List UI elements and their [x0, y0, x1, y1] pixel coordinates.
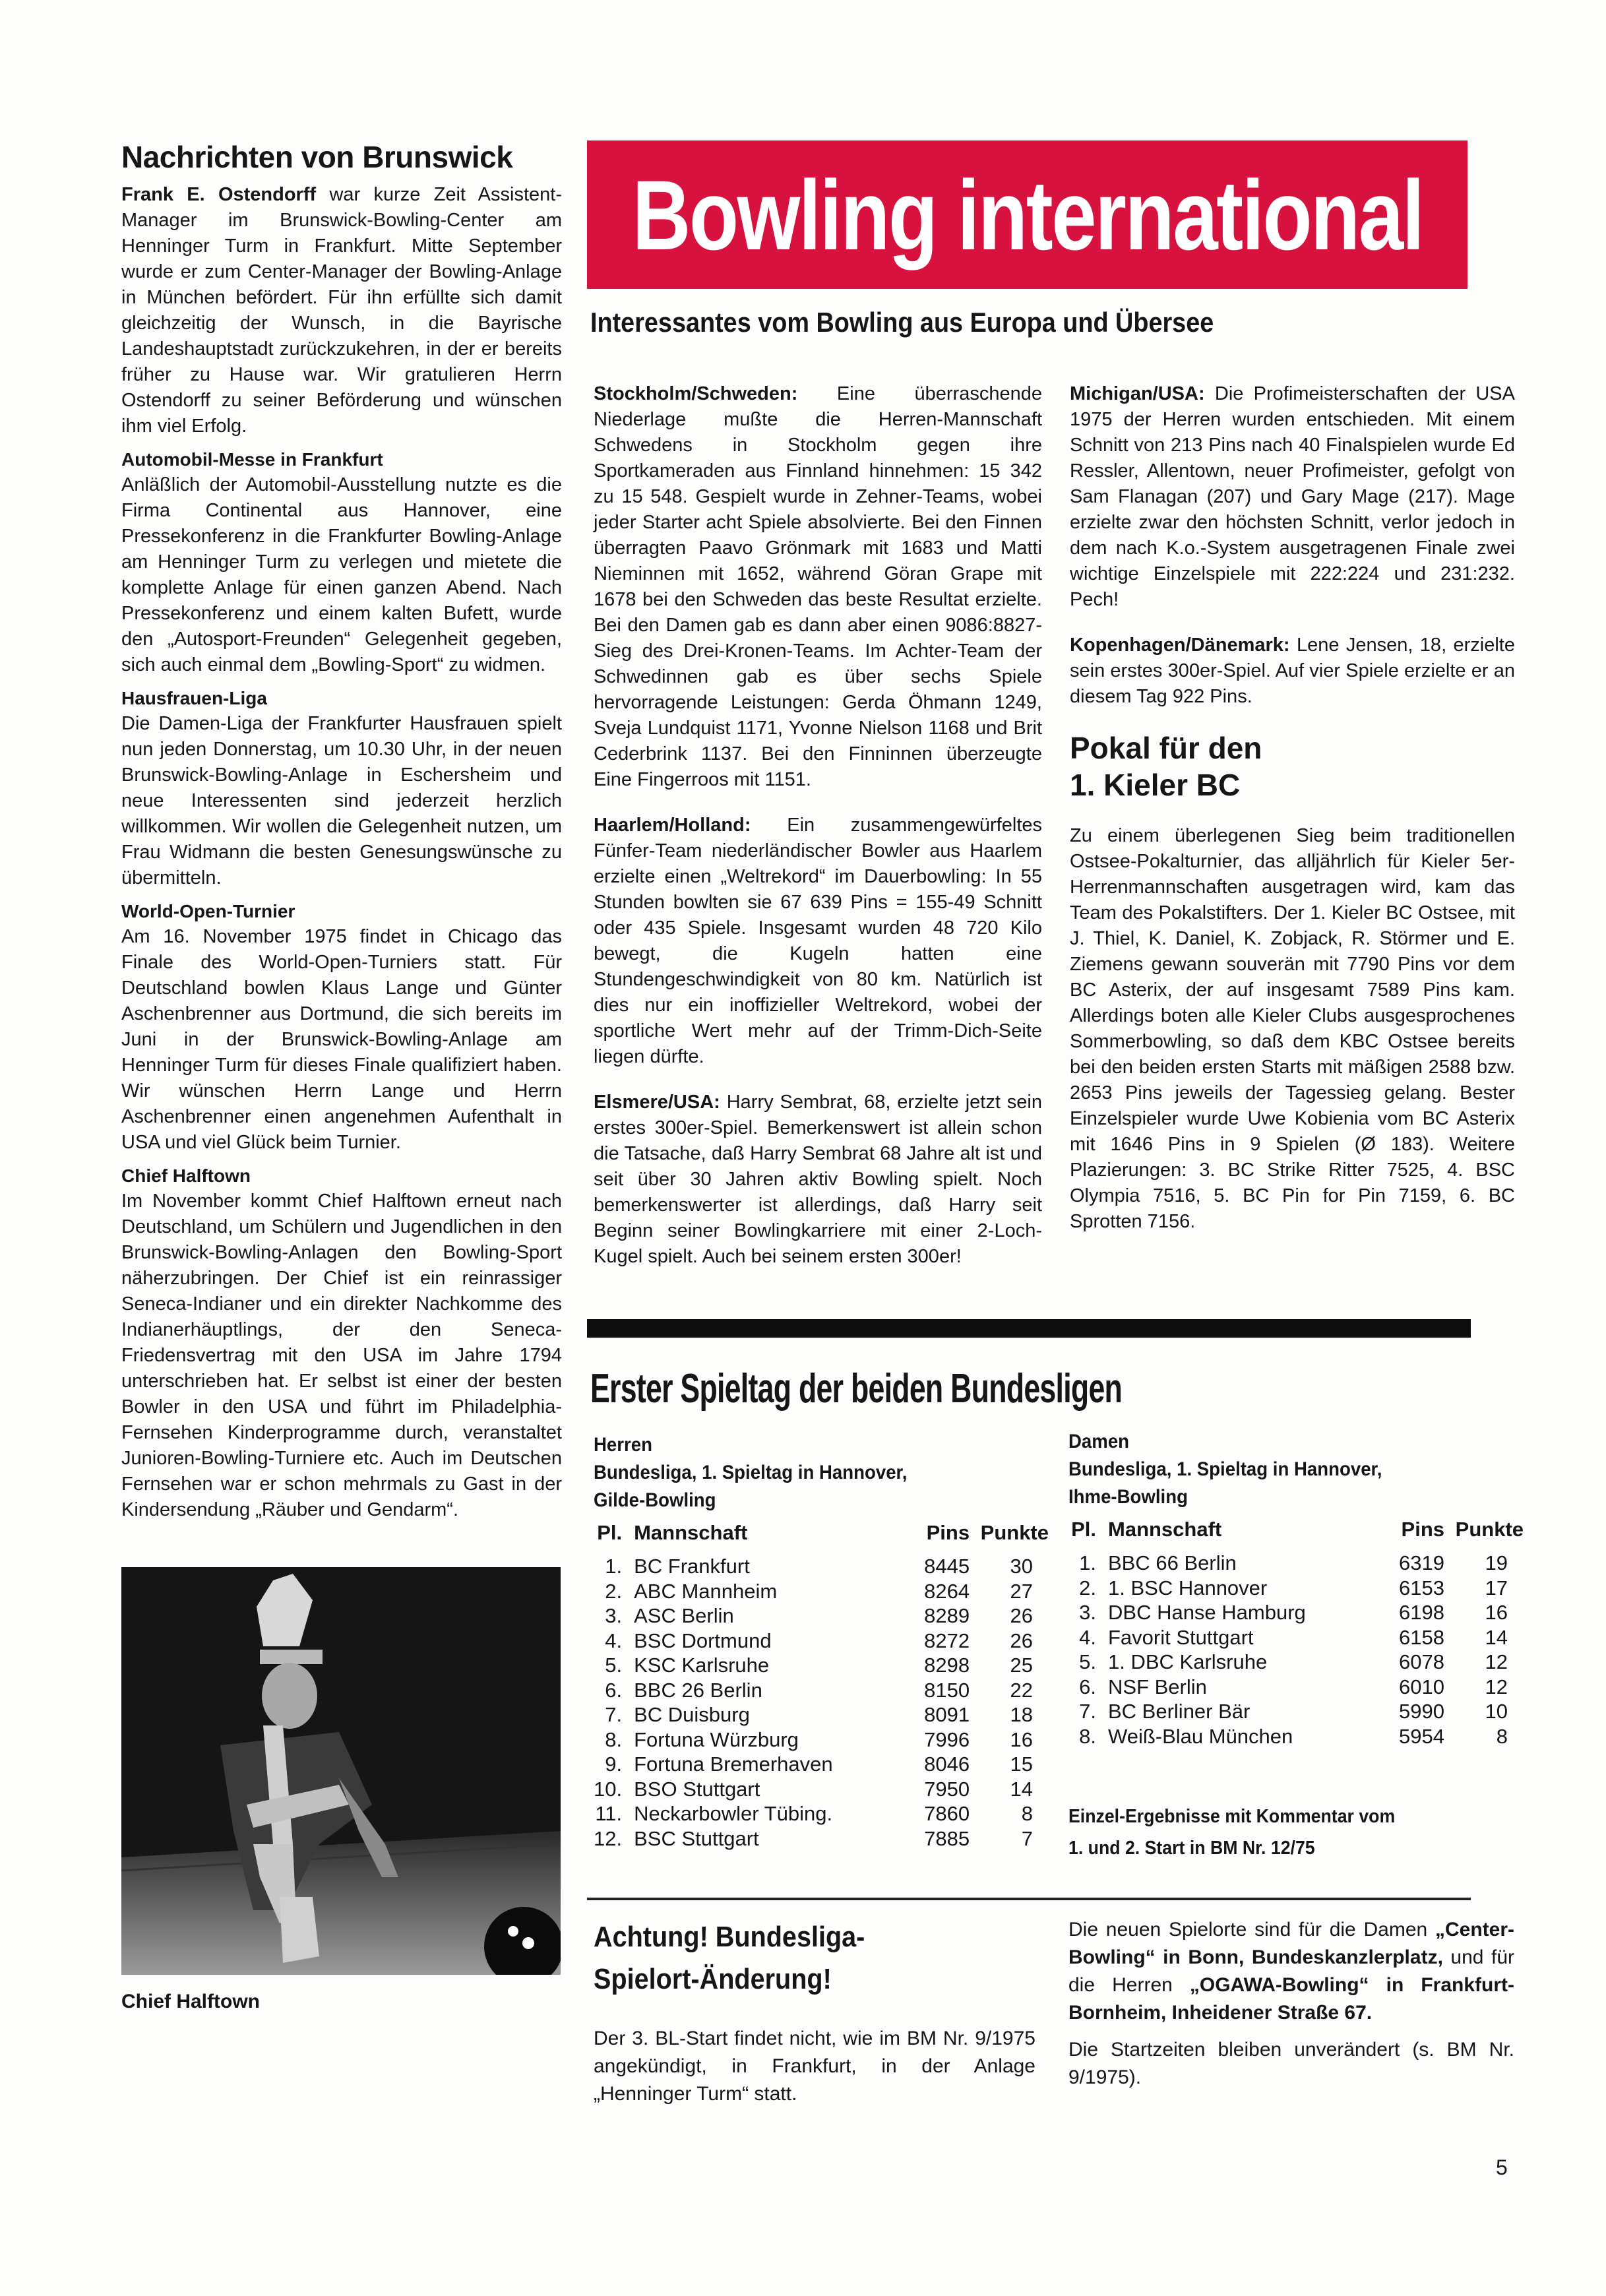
pins: 6010 [1399, 1675, 1444, 1698]
news-text-elsmere: Harry Sembrat, 68, erzielte jetzt sein erstes 300er-Spiel. Bemerkenswert ist allein schon die Tatsache, daß Harry Sembrat 68 Jahre alt ist und seit über 30 Jahren aktiv Bowling spielt. Noch bemerkenswerter ist allerdings, daß Harry seit Beginn seiner Bowlingkarriere mit einer 2-Loch-Kugel spielt. Auch bei seinem ersten 300er! [594, 1092, 1042, 1267]
rank: 3. [605, 1604, 623, 1627]
table-row [1068, 1675, 1524, 1700]
points: 27 [1010, 1579, 1033, 1603]
pins: 8046 [924, 1753, 970, 1776]
pins: 6078 [1399, 1650, 1444, 1673]
team: BC Berliner Bär [1108, 1700, 1251, 1723]
section-heading-chief-halftown: Chief Halftown [121, 1165, 251, 1186]
team: ASC Berlin [634, 1604, 734, 1627]
brunswick-news-column [121, 137, 562, 1531]
bundesliga-title: Erster Spieltag der beiden Bundesligen [590, 1366, 1123, 1412]
einzel-ergebnisse-note [1068, 1801, 1395, 1864]
bowler-photo-icon [121, 1567, 561, 1975]
venues-text-c: und für die Herren [1068, 1946, 1515, 1996]
pins: 7950 [924, 1777, 970, 1801]
points: 12 [1485, 1675, 1508, 1698]
rank: 8. [1079, 1724, 1096, 1748]
team: Neckarbowler Tübing. [634, 1802, 833, 1825]
section-heading-automobil: Automobil-Messe in Frankfurt [121, 449, 383, 470]
points: 8 [1496, 1724, 1508, 1748]
rank: 10. [594, 1777, 623, 1801]
points: 26 [1010, 1604, 1033, 1627]
table-row [1068, 1625, 1524, 1650]
herren-standings [594, 1431, 1049, 1851]
points: 17 [1485, 1576, 1508, 1599]
table-row [1068, 1576, 1524, 1601]
news-item-haarlem [594, 813, 1042, 1070]
table-row [594, 1653, 1049, 1678]
pins: 8150 [924, 1678, 970, 1702]
ostendorff-text: war kurze Zeit Assistent-Manager im Brunswick-Bowling-Center am Henninger Turm in Frankfurt. Mitte September wurde er zum Center-Manager der Bowling-Anlage in München befördert. Für ihn erfüllte sich damit gleichzeitig der Wunsch, in die Bayrische Landeshauptstadt zurückzukehren, in der er bereits früher zu Hause war. Wir gratulieren Herrn Ostendorff zu seiner Beförderung und wünschen ihm viel Erfolg. [121, 184, 562, 437]
international-right-column [1070, 381, 1515, 1255]
banner-title: Bowling international [632, 159, 1423, 270]
col-header-team: Mannschaft [1108, 1518, 1222, 1541]
team: BSO Stuttgart [634, 1777, 760, 1801]
table-row [594, 1702, 1049, 1727]
points: 16 [1010, 1727, 1033, 1751]
points: 14 [1010, 1777, 1033, 1801]
col-header-points: Punkte [980, 1521, 1049, 1544]
table-row [1068, 1650, 1524, 1675]
ostendorff-paragraph [121, 182, 562, 439]
damen-standings [1068, 1428, 1524, 1749]
news-location-stockholm: Stockholm/Schweden: [594, 383, 798, 404]
section-text-world-open: Am 16. November 1975 findet in Chicago das Finale des World-Open-Turniers statt. Für Deutschland bowlen Klaus Lange und Günter Aschenbrenner aus Dortmund, die sich bereits im Juni in der Brunswick-Bowling-Anlage am Henninger Turm für dieses Finale qualifiziert haben. Wir wünschen Herrn Lange und Herrn Aschenbrenner einen angenehmen Aufenthalt in USA und viel Glück beim Turnier. [121, 926, 562, 1153]
einzel-line1: Einzel-Ergebnisse mit Kommentar vom [1068, 1806, 1396, 1827]
table-row [594, 1603, 1049, 1629]
venues-paragraph [1068, 1916, 1514, 2027]
einzel-line2: 1. und 2. Start in BM Nr. 12/75 [1068, 1838, 1315, 1859]
pins: 7996 [924, 1727, 970, 1751]
herren-label: Herren [594, 1434, 652, 1456]
news-location-michigan: Michigan/USA: [1070, 383, 1205, 404]
table-row [1068, 1600, 1524, 1625]
rank: 7. [1079, 1700, 1096, 1723]
points: 12 [1485, 1650, 1508, 1673]
points: 30 [1010, 1555, 1033, 1578]
team: BC Duisburg [634, 1703, 750, 1726]
venue-herren: „OGAWA-Bowling“ in Frankfurt-Bornheim, Inheidener Straße 67. [1068, 1974, 1515, 2024]
damen-label: Damen [1068, 1431, 1130, 1452]
points: 14 [1485, 1625, 1508, 1649]
section-text-automobil: Anläßlich der Automobil-Ausstellung nutzte es die Firma Continental aus Hannover, eine Pressekonferenz in die Frankfurter Bowling-Anlage am Henninger Turm zu verlegen und mietete die komplette Anlage für einen ganzen Abend. Nach Pressekonferenz und einem kalten Bufett, wurde den „Autosport-Freunden“ Gelegenheit gegeben, sich auch einmal dem „Bowling-Sport“ zu widmen. [121, 474, 562, 675]
news-item-stockholm [594, 381, 1042, 793]
brunswick-news-title: Nachrichten von Brunswick [121, 140, 513, 174]
page-number: 5 [1496, 2156, 1508, 2179]
venue-damen: „Center-Bowling“ in Bonn, Bundeskanzlerplatz, [1068, 1919, 1514, 1968]
col-header-team: Mannschaft [634, 1521, 748, 1544]
rank: 5. [605, 1654, 623, 1677]
table-row [594, 1752, 1049, 1777]
team: Weiß-Blau München [1108, 1724, 1293, 1748]
pins: 5954 [1399, 1724, 1444, 1748]
achtung-title-line2: Spielort-Änderung! [594, 1963, 832, 1995]
pins: 8298 [924, 1654, 970, 1677]
pins: 8272 [924, 1629, 970, 1652]
international-middle-column [594, 381, 1042, 1289]
rank: 3. [1079, 1601, 1096, 1624]
team: BSC Stuttgart [634, 1826, 759, 1850]
section-text-hausfrauen: Die Damen-Liga der Frankfurter Hausfrauen spielt nun jeden Donnerstag, um 10.30 Uhr, in der neuen Brunswick-Bowling-Anlage in Eschersheim und neue Interessenten sind jederzeit herzlich willkommen. Wir wollen die Gelegenheit nutzen, um Frau Widmann die besten Genesungswünsche zu übermitteln. [121, 713, 562, 888]
pins: 8289 [924, 1604, 970, 1627]
section-heading-world-open: World-Open-Turnier [121, 901, 295, 921]
pins: 7885 [924, 1826, 970, 1850]
rank: 7. [605, 1703, 623, 1726]
pins: 8445 [924, 1555, 970, 1578]
chief-halftown-photo [121, 1567, 561, 1975]
achtung-title [594, 1916, 865, 2001]
section-text-chief-halftown: Im November kommt Chief Halftown erneut nach Deutschland, um Schülern und Jugendlichen in den Brunswick-Bowling-Anlagen den Bowling-Sport näherzubringen. Der Chief ist ein reinrassiger Seneca-Indianer und ein direkter Nachkomme des Indianerhäuptlings, der den Seneca-Friedensvertrag mit den USA im Jahre 1794 unterschrieben hat. Er selbst ist einer der besten Bowler in den USA und führt im Philadelphia-Fernsehen Kinderprogramme durch, veranstaltet Junioren-Bowling-Turniere etc. Auch im Deutschen Fernsehen war er schon mehrmals zu Gast in der Kindersendung „Räuber und Gendarm“. [121, 1191, 562, 1520]
news-item-kopenhagen [1070, 633, 1515, 710]
pins: 6153 [1399, 1576, 1444, 1599]
pokal-title [1070, 729, 1515, 803]
rank: 2. [1079, 1576, 1096, 1599]
table-header-row [1068, 1518, 1524, 1551]
achtung-title-line1: Achtung! Bundesliga- [594, 1921, 865, 1953]
rank: 6. [605, 1678, 623, 1702]
achtung-body: Der 3. BL-Start findet nicht, wie im BM Nr. 9/1975 angekündigt, in Frankfurt, in der Anlage „Henninger Turm“ statt. [594, 2028, 1035, 2105]
pins: 6158 [1399, 1625, 1444, 1649]
table-row [594, 1554, 1049, 1579]
col-header-pl: Pl. [1071, 1518, 1096, 1541]
pins: 6198 [1399, 1601, 1444, 1624]
ostendorff-lead: Frank E. Ostendorff [121, 184, 317, 205]
rank: 6. [1079, 1675, 1096, 1698]
pokal-title-line2: 1. Kieler BC [1070, 768, 1241, 802]
rank: 8. [605, 1727, 623, 1751]
banner-subtitle: Interessantes vom Bowling aus Europa und Übersee [590, 307, 1214, 338]
rank: 11. [595, 1802, 623, 1825]
points: 25 [1010, 1654, 1033, 1677]
pins: 8091 [924, 1703, 970, 1726]
news-text-haarlem: Ein zusammengewürfeltes Fünfer-Team niederländischer Bowler aus Haarlem erzielte einen „Weltrekord“ im Dauerbowling: In 55 Stunden bowlten sie 67 639 Pins = 155-49 Schnitt oder 435 Spiele. Insgesamt wurden 48 720 Kilo bewegt, die Kugeln hatten eine Stundengeschwindigkeit von 80 km. Natürlich ist dies nur ein inoffizieller Weltrekord, wobei der sportliche Wert mehr auf der Trimm-Dich-Seite liegen dürfte. [594, 815, 1042, 1067]
points: 15 [1010, 1753, 1033, 1776]
table-row [1068, 1699, 1524, 1724]
team: 1. BSC Hannover [1108, 1576, 1268, 1599]
rank: 4. [605, 1629, 623, 1652]
col-header-pins: Pins [926, 1521, 970, 1544]
rank: 4. [1079, 1625, 1096, 1649]
team: Favorit Stuttgart [1108, 1625, 1254, 1649]
team: BBC 26 Berlin [634, 1678, 762, 1702]
rank: 5. [1079, 1650, 1096, 1673]
pins: 8264 [924, 1579, 970, 1603]
table-row [1068, 1551, 1524, 1576]
venues-text-a: Die neuen Spielorte sind für die Damen [1068, 1919, 1435, 1940]
col-header-pl: Pl. [597, 1521, 623, 1544]
bowling-international-banner [587, 140, 1467, 289]
col-header-pins: Pins [1401, 1518, 1444, 1541]
news-text-kopenhagen: Lene Jensen, 18, erzielte sein erstes 300er-Spiel. Auf vier Spiele erzielte er an diesem Tag 922 Pins. [1070, 635, 1515, 707]
news-text-stockholm: Eine überraschende Niederlage mußte die Herren-Mannschaft Schwedens in Stockholm gegen ihre Sportkameraden aus Finnland hinnehmen: 15 342 zu 15 548. Gespielt wurde in Zehner-Teams, wobei jeder Starter acht Spiele absolvierte. Bei den Finnen überragten Paavo Grönmark mit 1683 und Matti Nieminnen mit 1652, während Göran Grape mit 1678 bei den Schweden das beste Resultat erzielte. Bei den Damen gab es dann aber einen 9086:8827-Sieg des Drei-Kronen-Teams. Im Achter-Team der Schwedinnen gab es über sechs Spiele hervorragende Leistungen: Gerda Öhmann 1249, Sveja Lundquist 1171, Yvonne Nielson 1168 und Brit Cederbrink 1137. Bei den Finninnen überzeugte Eine Fingerroos mit 1151. [594, 383, 1042, 790]
herren-line1: Bundesliga, 1. Spieltag in Hannover, [594, 1462, 908, 1483]
team: KSC Karlsruhe [634, 1654, 770, 1677]
team: DBC Hanse Hamburg [1108, 1601, 1306, 1624]
col-header-points: Punkte [1455, 1518, 1524, 1541]
points: 8 [1021, 1802, 1033, 1825]
table-row [594, 1727, 1049, 1753]
points: 18 [1010, 1703, 1033, 1726]
points: 16 [1485, 1601, 1508, 1624]
points: 26 [1010, 1629, 1033, 1652]
news-location-elsmere: Elsmere/USA: [594, 1092, 720, 1113]
table-row [594, 1826, 1049, 1851]
damen-line2: Ihme-Bowling [1068, 1486, 1188, 1508]
table-row [594, 1777, 1049, 1802]
table-row [1068, 1724, 1524, 1749]
pins: 6319 [1399, 1551, 1444, 1574]
team: BSC Dortmund [634, 1629, 772, 1652]
news-item-michigan [1070, 381, 1515, 613]
damen-table [1068, 1518, 1524, 1749]
pins: 7860 [924, 1802, 970, 1825]
pokal-title-line1: Pokal für den [1070, 731, 1262, 765]
team: ABC Mannheim [634, 1579, 778, 1603]
pins: 5990 [1399, 1700, 1444, 1723]
table-row [594, 1801, 1049, 1826]
table-row [594, 1629, 1049, 1654]
rank: 1. [605, 1555, 623, 1578]
table-row [594, 1579, 1049, 1604]
team: Fortuna Würzburg [634, 1727, 799, 1751]
rank: 12. [594, 1826, 623, 1850]
startzeiten-paragraph: Die Startzeiten bleiben unverändert (s. BM Nr. 9/1975). [1068, 2039, 1514, 2088]
news-location-haarlem: Haarlem/Holland: [594, 815, 751, 836]
news-text-michigan: Die Profimeisterschaften der USA 1975 der Herren wurden entschieden. Mit einem Schnitt von 213 Pins nach 40 Finalspielen wurde Ed Ressler, Allentown, neuer Profimeister, gefolgt von Sam Flanagan (207) und Gary Mage (217). Mage erzielte zwar den höchsten Schnitt, verlor jedoch in dem nach K.o.-System ausgetragenen Finale zwei wichtige Einzelspiele mit 222:224 und 231:232. Pech! [1070, 383, 1515, 610]
points: 22 [1010, 1678, 1033, 1702]
herren-table [594, 1521, 1049, 1851]
pokal-text: Zu einem überlegenen Sieg beim traditionellen Ostsee-Pokalturnier, das alljährlich für Kieler 5er-Herrenmannschaften ausgetragen wird, kam das Team des Pokalstifters. Der 1. Kieler BC Ostsee, mit J. Thiel, K. Daniel, K. Zobjack, R. Störmer und E. Ziemens gewann souverän mit 7790 Pins vor dem BC Asterix, der auf insgesamt 7589 Pins kam. Allerdings boten alle Kieler Clubs ausgesprochenes Sommerbowling, so daß dem KBC Ostsee bereits bei den beiden ersten Starts mit mäßigen 2588 bzw. 2653 Pins jeweils der Tagessieg gelang. Bester Einzelspieler wurde Uwe Kobienia vom BC Asterix mit 1646 Pins in 9 Spielen (Ø 183). Weitere Plazierungen: 3. BC Strike Ritter 7525, 4. BSC Olympia 7516, 5. BC Pin for Pin 7159, 6. BC Sprotten 7156. [1070, 825, 1515, 1232]
rank: 9. [605, 1753, 623, 1776]
section-heading-hausfrauen: Hausfrauen-Liga [121, 688, 267, 708]
thin-divider [587, 1898, 1471, 1900]
team: Fortuna Bremerhaven [634, 1753, 833, 1776]
team: BBC 66 Berlin [1108, 1551, 1237, 1574]
photo-caption: Chief Halftown [121, 1991, 260, 2012]
team: 1. DBC Karlsruhe [1108, 1650, 1268, 1673]
team: NSF Berlin [1108, 1675, 1207, 1698]
herren-line2: Gilde-Bowling [594, 1489, 716, 1511]
rank: 1. [1079, 1551, 1096, 1574]
achtung-venues [1068, 1916, 1514, 2101]
table-header-row [594, 1521, 1049, 1554]
points: 19 [1485, 1551, 1508, 1574]
table-row [594, 1678, 1049, 1703]
team: BC Frankfurt [634, 1555, 750, 1578]
section-divider [587, 1319, 1471, 1338]
points: 7 [1021, 1826, 1033, 1850]
rank: 2. [605, 1579, 623, 1603]
points: 10 [1485, 1700, 1508, 1723]
damen-line1: Bundesliga, 1. Spieltag in Hannover, [1068, 1458, 1382, 1480]
news-item-elsmere [594, 1090, 1042, 1270]
news-location-kopenhagen: Kopenhagen/Dänemark: [1070, 635, 1290, 656]
